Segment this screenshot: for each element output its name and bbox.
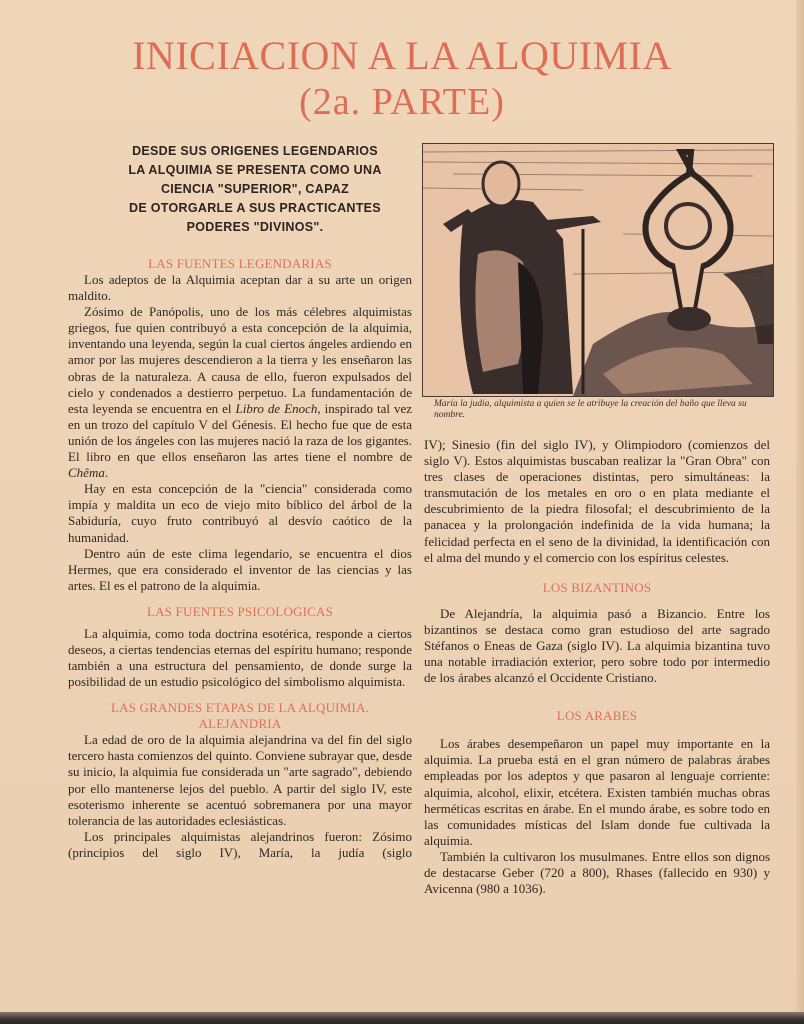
section-heading: LOS ARABES [556,708,638,724]
right-column [424,437,770,897]
book-title: Libro de Enoch [235,400,318,416]
paragraph: De Alejandría, la alquimia pasó a Bizancio. Entre los bizantinos se destaca como gran estudioso del arte sagrado Stéfanos o Eneas de Gaza (siglo IV). La alquimia bizantina tuvo una notable irradiación exterior, pero sobre todo por intermedio de los árabes alcanzó el Occidente Cristiano. [424,605,770,686]
lead-line: LA ALQUIMIA SE PRESENTA COMO UNA [128,163,382,177]
paragraph [68,304,412,481]
maria-la-judia-engraving [422,143,774,397]
paragraph-text: . [104,465,109,481]
paragraph-text: Zósimo de Panópolis, uno de los más célebres alquimistas griegos, fue quien contribuyó a esta concepción de la alquimia, inventando una leyenda, según la cual ciertos ángeles ardiendo en amor por las mujeres descendieron a la tierra y les enseñaron las obras de la naturaleza. A causa de ello, fueron expulsados del cielo y condenados a destierro perpetuo. La fundamentación de esta leyenda se encuentra en el [68,304,412,416]
section-heading: LAS FUENTES LEGENDARIAS [148,256,332,271]
paragraph: La edad de oro de la alquimia alejandrina va del fin del siglo tercero hasta comienzos del quinto. Conviene subrayar que, desde su inicio, la alquimia fue considerada un "arte sagrado", debiendo por ello mantenerse lejos del pueblo. A partir del siglo IV, este esoterismo inherente se acentuó sobremanera por una mayor tolerancia de las autoridades eclesiásticas. [68,732,412,828]
left-column [68,256,412,861]
section-heading [68,700,412,732]
engraving-illustration [423,144,773,396]
paragraph: También la cultivaron los musulmanes. Entre ellos son dignos de destacarse Geber (720 a 800), Rhases (fallecido en 930) y Avicenna (980 a 1036). [424,848,770,897]
paragraph: Los árabes desempeñaron un papel muy importante en la alquimia. La prueba está en el gran número de palabras árabes empleadas por los adeptos y que pasaron al lenguaje corriente: alquimia, alcohol, elixir, etcétera. Existen también muchas obras herméticas escritas en árabe. En el mundo árabe, es sobre todo en las comunidades místicas del Islam donde fue cultivada la alquimia. [424,736,770,848]
heading-line: ALEJANDRIA [198,716,282,732]
paragraph: La alquimia, como toda doctrina esotérica, responde a ciertos deseos, a ciertas tendencias eternas del espíritu humano; responde también a una estructura del pensamiento, de donde surge la posibilidad de un estudio psicológico del simbolismo alquimista. [68,625,412,690]
section-heading: LAS FUENTES PSICOLOGICAS [146,603,334,619]
paragraph: Los adeptos de la Alquimia aceptan dar a su arte un origen maldito. [68,272,412,304]
paragraph: Dentro aún de este clima legendario, se encuentra el dios Hermes, que era considerado el inventor de las ciencias y las artes. El es el patrono de la alquimia. [68,545,412,593]
lead-line: DE OTORGARLE A SUS PRACTICANTES [129,201,381,215]
article-title: INICIACION A LA ALQUIMIA [132,33,672,78]
page-bottom-edge [0,1012,804,1024]
section-heading: LOS BIZANTINOS [542,579,652,595]
paragraph-continued: IV); Sinesio (fin del siglo IV), y Olimpiodoro (comienzos del siglo V). Estos alquimistas buscaban realizar la "Gran Obra" con tres clases de operaciones distintas, pero simultáneas: la transmutación de los metales en oro o en plata mediante el descubrimiento de la piedra filosofal; el descubrimiento de la panacea y la prolongación indefinida de la vida humana; la felicidad perfecta en el seno de la divinidad, la identificación con el alma del mundo y el comercio con los espíritus celestes. [424,437,770,565]
heading-line: LAS GRANDES ETAPAS DE LA ALQUIMIA. [110,700,370,716]
paragraph: Hay en esta concepción de la "ciencia" considerada como impía y maldita un eco de viejo mito bíblico del árbol de la Sabiduría, cuyo fruto contribuyó al desvío caótico de la humanidad. [68,481,412,545]
paragraph-text: , inspirado tal vez en un trozo del capítulo V del Génesis. El hecho fue que de esta unión de los ángeles con las mujeres nació la raza de los gigantes. El libro en que ellos enseñaron las artes tiene el nombre de [68,400,412,465]
article-lead [100,142,410,237]
article-subtitle: (2a. PARTE) [299,81,505,123]
paragraph: Los principales alquimistas alejandrinos fueron: Zósimo (principios del siglo IV), María, la judía (siglo [68,828,412,860]
image-caption: María la judía, alquimista a quien se le atribuye la creación del baño que lleva su nombre. [434,399,747,420]
lead-line: CIENCIA "SUPERIOR", CAPAZ [160,182,350,196]
lead-line: DESDE SUS ORIGENES LEGENDARIOS [132,144,378,158]
book-title: Chêma [68,465,105,481]
page-edge-shadow [796,0,804,1012]
lead-line: PODERES "DIVINOS". [186,220,324,234]
